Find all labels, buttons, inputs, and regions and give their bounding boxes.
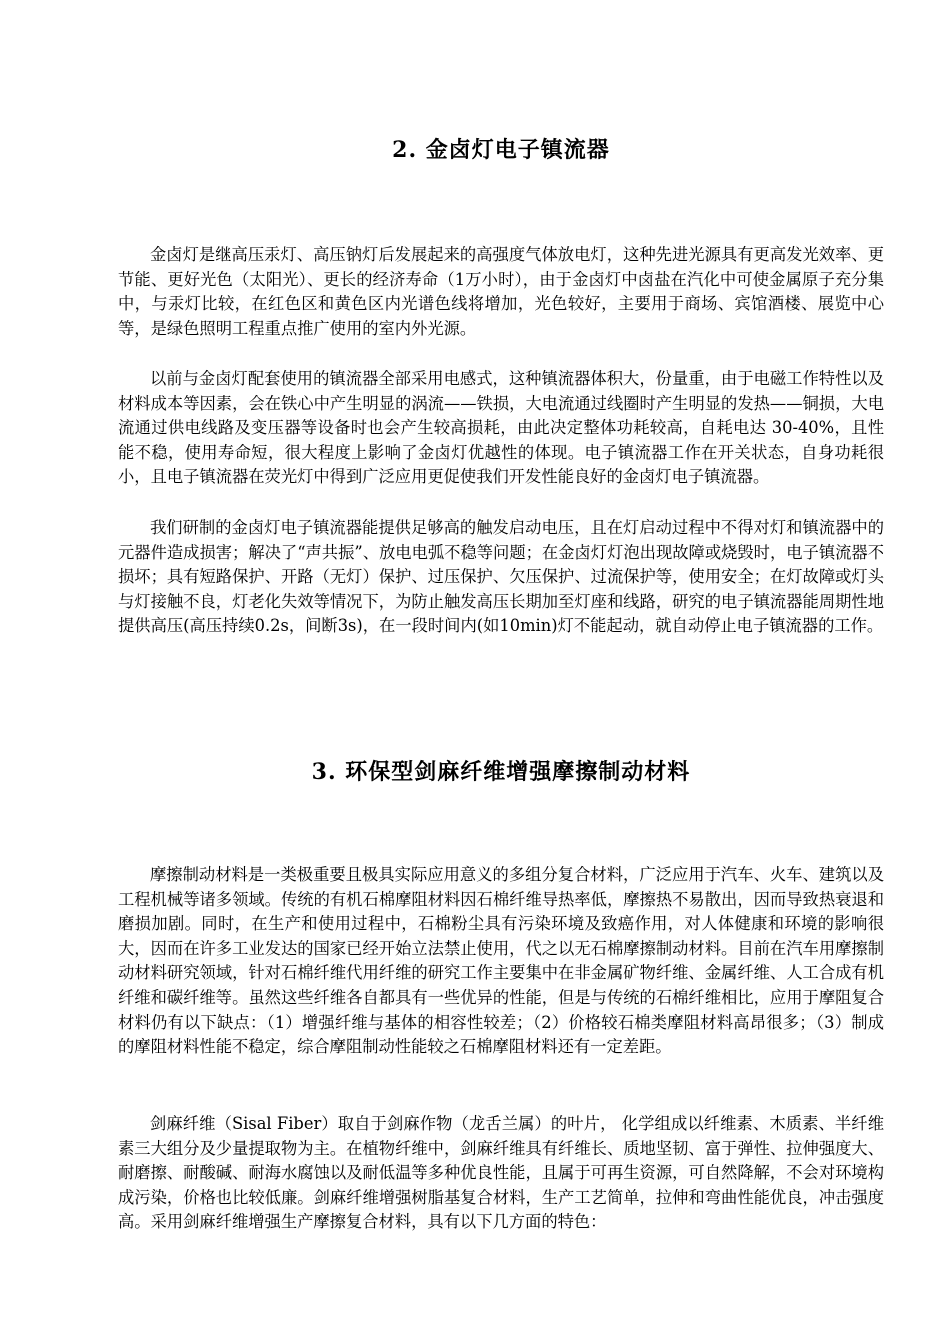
- section-2-paragraph-3: 我们研制的金卤灯电子镇流器能提供足够高的触发启动电压，且在灯启动过程中不得对灯和镇流器中的元器件造成损害；解决了“声共振”、放电电弧不稳等问题；在金卤灯灯泡出现故障或烧毁时，电子镇流器不损坏；具有短路保护、开路（无灯）保护、过压保护、欠压保护、过流保护等，使用安全；在灯故障或灯头与灯接触不良，灯老化失效等情况下，为防止触发高压长期加至灯座和线路，研究的电子镇流器能周期性地提供高压(高压持续0.2s，间断3s)，在一段时间内(如10min)灯不能起动，就自动停止电子镇流器的工作。: [118, 518, 884, 636]
- section-2-paragraph-2: 以前与金卤灯配套使用的镇流器全部采用电感式，这种镇流器体积大，份量重，由于电磁工作特性以及材料成本等因素，会在铁心中产生明显的涡流——铁损，大电流通过线圈时产生明显的发热——铜损，大电流通过供电线路及变压器等设备时也会产生较高损耗，由此决定整体功耗较高，自耗电达 30-40%，且性能不稳，使用寿命短，很大程度上影响了金卤灯优越性的体现。电子镇流器工作在开关状态，自身功耗很小，且电子镇流器在荧光灯中得到广泛应用更促使我们开发性能良好的金卤灯电子镇流器。: [118, 369, 884, 487]
- section-3-paragraph-1: 摩擦制动材料是一类极重要且极具实际应用意义的多组分复合材料，广泛应用于汽车、火车、建筑以及工程机械等诸多领域。传统的有机石棉摩阻材料因石棉纤维导热率低，摩擦热不易散出，因而导致热衰退和磨损加剧。同时，在生产和使用过程中，石棉粉尘具有污染环境及致癌作用，对人体健康和环境的影响很大，因而在许多工业发达的国家已经开始立法禁止使用，代之以无石棉摩擦制动材料。目前在汽车用摩擦制动材料研究领域，针对石棉纤维代用纤维的研究工作主要集中在非金属矿物纤维、金属纤维、人工合成有机纤维和碳纤维等。虽然这些纤维各自都具有一些优异的性能，但是与传统的石棉纤维相比，应用于摩阻复合材料仍有以下缺点：（1）增强纤维与基体的相容性较差；（2）价格较石棉类摩阻材料高昂很多；（3）制成的摩阻材料性能不稳定，综合摩阻制动性能较之石棉摩阻材料还有一定差距。: [118, 865, 884, 1057]
- section-2-title: 2. 金卤灯电子镇流器: [392, 137, 610, 163]
- section-3-title: 3. 环保型剑麻纤维增强摩擦制动材料: [311, 759, 691, 785]
- section-2-paragraph-1: 金卤灯是继高压汞灯、高压钠灯后发展起来的高强度气体放电灯，这种先进光源具有更高发光效率、更节能、更好光色（太阳光）、更长的经济寿命（1万小时），由于金卤灯中卤盐在汽化中可使金属原子充分集中，与汞灯比较，在红色区和黄色区内光谱色线将增加，光色较好，主要用于商场、宾馆酒楼、展览中心等，是绿色照明工程重点推广使用的室内外光源。: [118, 245, 884, 338]
- section-3-paragraph-2: 剑麻纤维（Sisal Fiber）取自于剑麻作物（龙舌兰属）的叶片， 化学组成以纤维素、木质素、半纤维素三大组分及少量提取物为主。在植物纤维中，剑麻纤维具有纤维长、质地坚韧、富于弹性、拉伸强度大、耐磨擦、耐酸碱、耐海水腐蚀以及耐低温等多种优良性能，且属于可再生资源，可自然降解，不会对环境构成污染，价格也比较低廉。剑麻纤维增强树脂基复合材料，生产工艺简单，拉伸和弯曲性能优良，冲击强度高。采用剑麻纤维增强生产摩擦复合材料，具有以下几方面的特色：: [118, 1114, 884, 1232]
